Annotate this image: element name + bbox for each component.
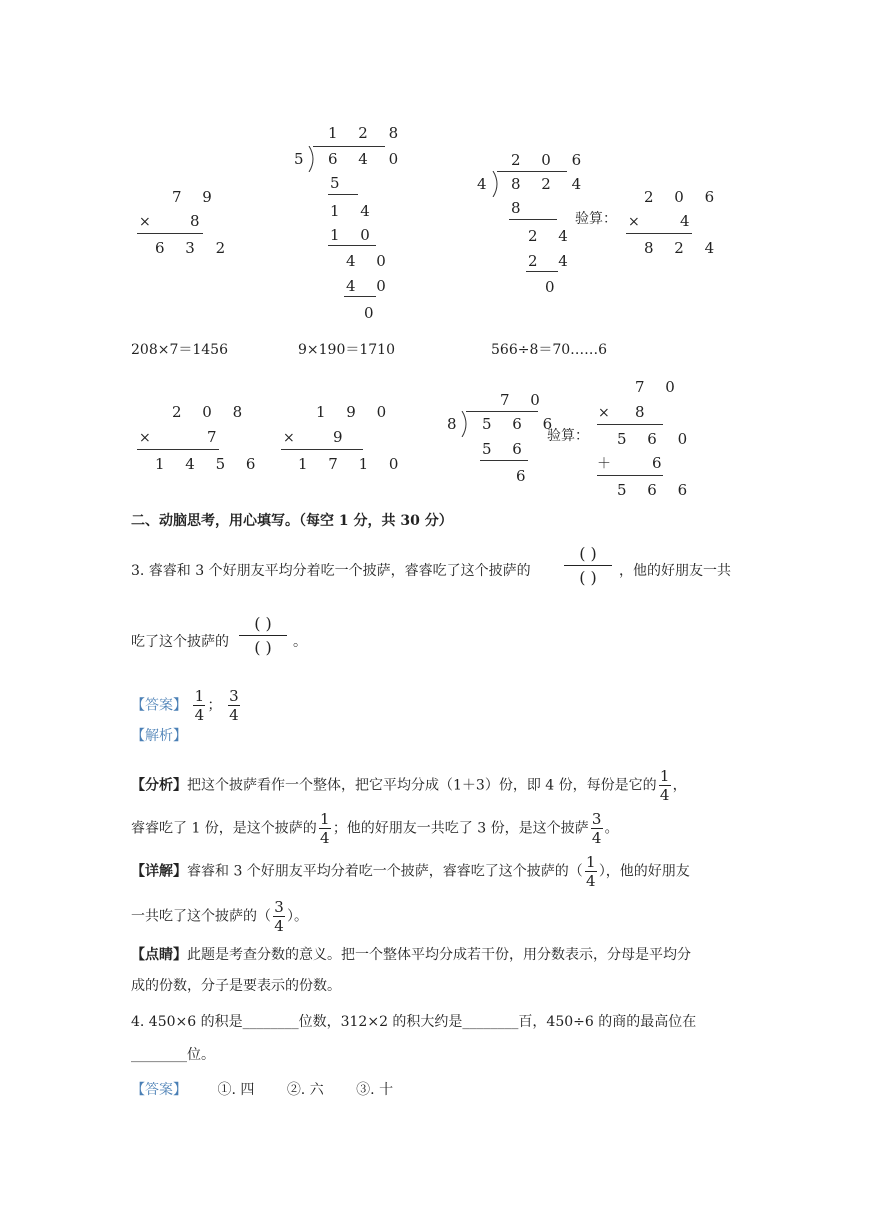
q3-fen-line1: 【分析】把这个披萨看作一个整体，把它平均分成（1＋3）份，即 4 份，每份是它的 $\frac{1}{4}$ ，: [131, 767, 687, 804]
dividend: 5 6 6: [482, 415, 561, 433]
fraction-1-4: $\frac{1}{4}$: [659, 767, 670, 804]
dividend: 6 4 0: [328, 150, 407, 168]
mult-factor: 8: [190, 212, 208, 230]
q3-dian-line2: 成的份数，分子是要表示的份数。: [131, 978, 341, 994]
check-sign: ×: [628, 214, 640, 230]
step: 1 4: [330, 202, 378, 220]
answer-tag: 【答案】: [131, 697, 187, 714]
step: 4 0: [346, 252, 394, 270]
fraction-3-4: $\frac{3}{4}$: [274, 898, 284, 935]
step: 2 4: [528, 227, 576, 245]
fraction-1-4: $\frac{1}{4}$: [194, 687, 205, 724]
step: 1 0: [330, 226, 378, 244]
answer-blank-fraction: ( ) ( ): [239, 614, 287, 657]
step: 2 4: [528, 252, 576, 270]
q3-xiang-line2: 一共吃了这个披萨的（ $\frac{3}{4}$ ）。: [131, 898, 308, 935]
check-result: 8 2 4: [644, 239, 723, 257]
mult-factor: 9: [333, 428, 351, 446]
quotient: 2 0 6: [511, 151, 590, 169]
check-sign: ×: [598, 405, 610, 421]
mult-sign: ×: [139, 214, 151, 230]
mult-result: 1 7 1 0: [298, 455, 407, 473]
answer-item: ①. 四: [217, 1082, 255, 1098]
mult-top: 2 0 8: [172, 403, 251, 421]
mult-factor: 7: [207, 428, 225, 446]
q3-xiang-line1: 【详解】睿睿和 3 个好朋友平均分着吃一个披萨，睿睿吃了这个披萨的（ $\frac{1}{4}$ ），他的好朋友: [131, 853, 690, 890]
section-title: 二、动脑思考，用心填写。（每空 1 分，共 30 分）: [131, 513, 453, 529]
analysis-tag: 【解析】: [131, 728, 187, 744]
quotient: 1 2 8: [328, 124, 407, 142]
mult-top: 1 9 0: [316, 403, 395, 421]
answer-tag: 【答案】: [131, 1082, 187, 1098]
divisor: 5: [294, 150, 312, 168]
step: 4 0: [346, 277, 394, 295]
fraction-3-4: $\frac{3}{4}$: [229, 687, 239, 724]
fraction-1-4: $\frac{1}{4}$: [586, 853, 596, 890]
step: 0: [545, 278, 563, 296]
step: 8: [511, 199, 529, 217]
fraction-1-4: $\frac{1}{4}$: [320, 810, 330, 847]
fraction-3-4: $\frac{3}{4}$: [591, 810, 602, 847]
equation: 566÷8＝70……6: [491, 342, 608, 358]
step: 5 6: [482, 440, 530, 458]
answer-item: ③. 十: [356, 1082, 394, 1098]
q3-dian-line1: 【点睛】此题是考查分数的意义。把一个整体平均分成若干份，用分数表示，分母是平均分: [131, 947, 691, 963]
step: 0: [364, 304, 382, 322]
q3-line1-end: ，他的好朋友一共: [619, 563, 731, 579]
q4-line2: ________位。: [131, 1047, 215, 1063]
check-factor: 8: [635, 403, 653, 421]
mult-top: 7 9: [172, 188, 220, 206]
divisor: 4: [477, 175, 495, 193]
step: 6: [516, 467, 534, 485]
check-result: 5 6 6: [617, 481, 696, 499]
answer-blank-fraction: ( ) ( ): [564, 544, 612, 587]
q3-fen-line2: 睿睿吃了 1 份，是这个披萨的 $\frac{1}{4}$ ；他的好朋友一共吃了 3 份，是这个披萨 $\frac{3}{4}$ 。: [131, 810, 619, 847]
mult-result: 1 4 5 6: [155, 455, 264, 473]
check-factor: 4: [680, 212, 698, 230]
q4-answer: [131, 1080, 393, 1100]
equation: 9×190＝1710: [298, 342, 395, 358]
q4-line1: 4. 450×6 的积是________位数，312×2 的积大约是________百，450÷6 的商的最高位在: [131, 1014, 697, 1030]
quotient: 7 0: [500, 391, 548, 409]
check-top: 7 0: [635, 378, 683, 396]
check-label: 验算：: [575, 211, 617, 227]
divisor: 8: [447, 415, 465, 433]
equation: 208×7＝1456: [131, 342, 228, 358]
q3-line2-end: 。: [293, 634, 307, 650]
mult-sign: ×: [283, 430, 295, 446]
check-partial: 5 6 0: [617, 430, 696, 448]
check-plus: ＋: [597, 456, 611, 472]
mult-sign: ×: [139, 430, 151, 446]
check-addend: 6: [652, 454, 670, 472]
q3-line1: 3. 睿睿和 3 个好朋友平均分着吃一个披萨，睿睿吃了这个披萨的: [131, 563, 531, 579]
q3-answer: 【答案】 $\frac{1}{4}$ ； $\frac{3}{4}$: [131, 687, 239, 724]
step: 5: [330, 174, 348, 192]
answer-item: ②. 六: [286, 1082, 324, 1098]
check-top: 2 0 6: [644, 188, 723, 206]
check-label: 验算：: [547, 428, 589, 444]
mult-result: 6 3 2: [155, 239, 234, 257]
q3-line2: 吃了这个披萨的: [131, 634, 229, 650]
dividend: 8 2 4: [511, 175, 590, 193]
